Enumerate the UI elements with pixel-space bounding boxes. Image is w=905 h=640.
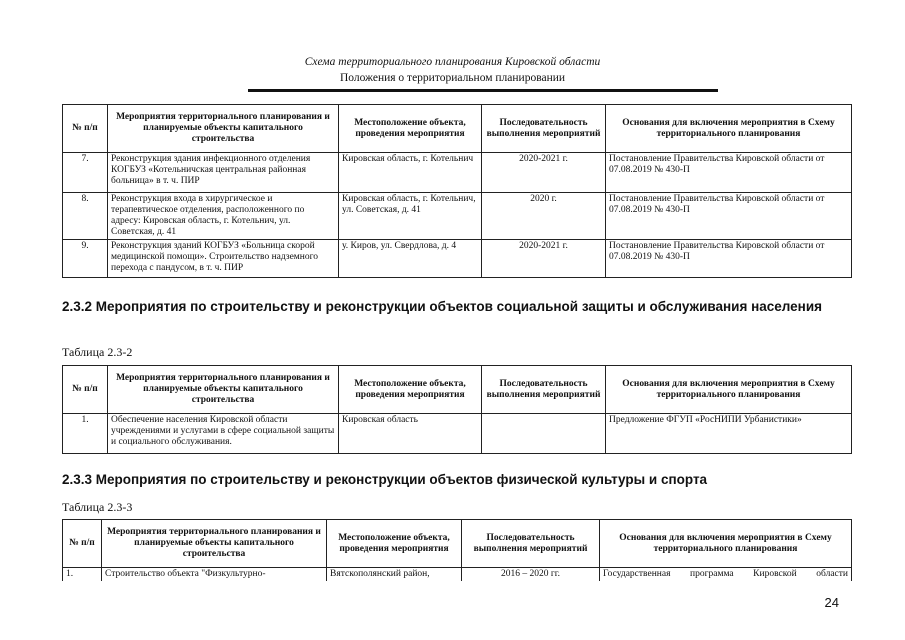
table-row bbox=[63, 240, 852, 278]
table-caption-2-3-3: Таблица 2.3-3 bbox=[62, 500, 133, 514]
section-heading-2-3-2: 2.3.2 Мероприятия по строительству и реконструкции объектов социальной защиты и обслуживания населения bbox=[62, 299, 823, 314]
col-header-event: Мероприятия территориального планирования и планируемые объекты капитального строительства bbox=[108, 105, 339, 153]
cell-event: Строительство объекта "Физкультурно- bbox=[102, 568, 327, 582]
cell-num: 7. bbox=[63, 153, 108, 193]
col-header-sequence: Последовательность выполнения мероприятий bbox=[482, 366, 606, 414]
col-header-basis: Основания для включения мероприятия в Схему территориального планирования bbox=[606, 366, 852, 414]
col-header-sequence: Последовательность выполнения мероприятий bbox=[482, 105, 606, 153]
table-healthcare-continuation bbox=[62, 104, 852, 278]
table-row bbox=[63, 153, 852, 193]
table-row bbox=[63, 568, 852, 582]
cell-location: у. Киров, ул. Свердлова, д. 4 bbox=[339, 240, 482, 278]
col-header-location: Местоположение объекта, проведения мероприятия bbox=[339, 366, 482, 414]
col-header-num: № п/п bbox=[63, 520, 102, 568]
document-header-subtitle: Положения о территориальном планировании bbox=[339, 72, 566, 84]
cell-sequence bbox=[482, 414, 606, 454]
col-header-sequence: Последовательность выполнения мероприятий bbox=[462, 520, 600, 568]
cell-sequence: 2020-2021 г. bbox=[482, 240, 606, 278]
cell-basis: Государственная программа Кировской области bbox=[600, 568, 852, 582]
header-rule bbox=[248, 89, 718, 92]
col-header-num: № п/п bbox=[63, 105, 108, 153]
cell-num: 8. bbox=[63, 193, 108, 240]
section-heading-2-3-3: 2.3.3 Мероприятия по строительству и реконструкции объектов физической культуры и спорта bbox=[62, 472, 708, 487]
cell-sequence: 2020-2021 г. bbox=[482, 153, 606, 193]
table-2-3-2 bbox=[62, 365, 852, 454]
cell-location: Кировская область bbox=[339, 414, 482, 454]
col-header-basis: Основания для включения мероприятия в Схему территориального планирования bbox=[600, 520, 852, 568]
cell-num: 1. bbox=[63, 414, 108, 454]
cell-event: Обеспечение населения Кировской области учреждениями и услугами в сфере социальной защиты и социального обслуживания. bbox=[108, 414, 339, 454]
cell-basis: Постановление Правительства Кировской области от 07.08.2019 № 430-П bbox=[606, 153, 852, 193]
table-row bbox=[63, 193, 852, 240]
cell-location: Вятскополянский район, bbox=[327, 568, 462, 582]
cell-num: 9. bbox=[63, 240, 108, 278]
cell-location: Кировская область, г. Котельнич bbox=[339, 153, 482, 193]
table-2-3-3 bbox=[62, 519, 852, 581]
col-header-basis: Основания для включения мероприятия в Схему территориального планирования bbox=[606, 105, 852, 153]
cell-event: Реконструкция здания инфекционного отделения КОГБУЗ «Котельничская центральная районная больница» в т. ч. ПИР bbox=[108, 153, 339, 193]
cell-event: Реконструкция зданий КОГБУЗ «Больница скорой медицинской помощи». Строительство надземного перехода с пандусом, в т. ч. ПИР bbox=[108, 240, 339, 278]
col-header-event: Мероприятия территориального планирования и планируемые объекты капитального строительства bbox=[102, 520, 327, 568]
col-header-num: № п/п bbox=[63, 366, 108, 414]
table-caption-2-3-2: Таблица 2.3-2 bbox=[62, 345, 133, 359]
cell-location: Кировская область, г. Котельнич, ул. Советская, д. 41 bbox=[339, 193, 482, 240]
cell-basis: Постановление Правительства Кировской области от 07.08.2019 № 430-П bbox=[606, 193, 852, 240]
cell-num: 1. bbox=[63, 568, 102, 582]
page-number: 24 bbox=[824, 595, 839, 610]
table-row bbox=[63, 414, 852, 454]
cell-basis: Предложение ФГУП «РосНИПИ Урбанистики» bbox=[606, 414, 852, 454]
cell-sequence: 2016 – 2020 гг. bbox=[462, 568, 600, 582]
col-header-location: Местоположение объекта, проведения мероприятия bbox=[339, 105, 482, 153]
cell-sequence: 2020 г. bbox=[482, 193, 606, 240]
cell-event: Реконструкция входа в хирургическое и терапевтическое отделения, расположенного по адресу: Кировская область, г. Котельнич, ул. Советская, д. 41 bbox=[108, 193, 339, 240]
col-header-event: Мероприятия территориального планирования и планируемые объекты капитального строительства bbox=[108, 366, 339, 414]
cell-basis: Постановление Правительства Кировской области от 07.08.2019 № 430-П bbox=[606, 240, 852, 278]
col-header-location: Местоположение объекта, проведения мероприятия bbox=[327, 520, 462, 568]
document-header-title: Схема территориального планирования Кировской области bbox=[304, 56, 601, 68]
